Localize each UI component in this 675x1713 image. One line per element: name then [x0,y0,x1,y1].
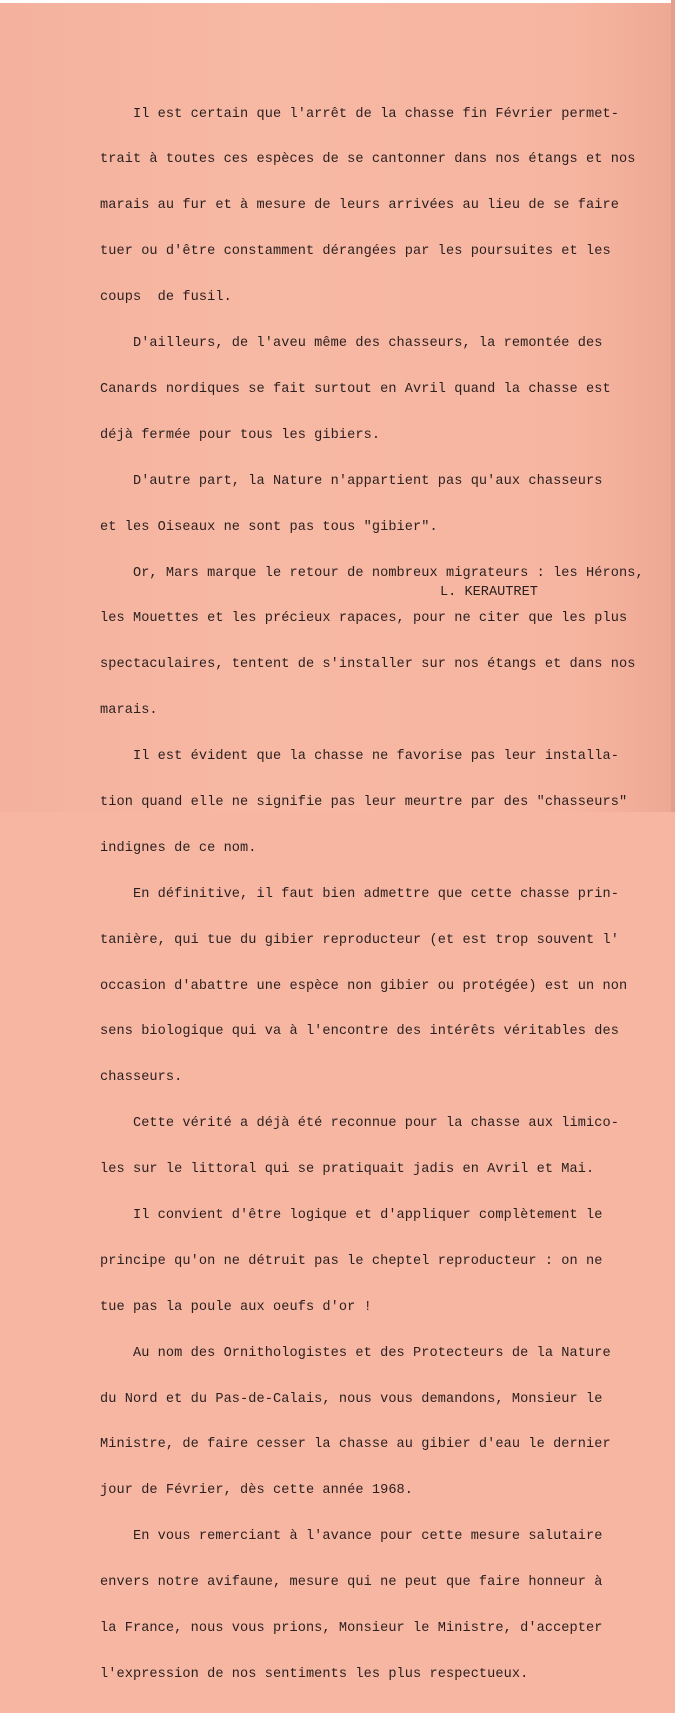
letter-line: l'expression de nos sentiments les plus respectueux. [100,1666,529,1682]
letter-line: En vous remerciant à l'avance pour cette mesure salutaire [100,1529,603,1545]
letter-line: occasion d'abattre une espèce non gibier ou protégée) est un non [100,978,628,994]
letter-line: coups de fusil. [100,290,232,306]
letter-line: déjà fermée pour tous les gibiers. [100,427,381,443]
letter-line: la France, nous vous prions, Monsieur le Ministre, d'accepter [100,1620,603,1636]
letter-line: Cette vérité a déjà été reconnue pour la chasse aux limico- [100,1116,619,1132]
letter-line: tue pas la poule aux oeufs d'or ! [100,1299,372,1315]
letter-line: Or, Mars marque le retour de nombreux migrateurs : les Hérons, [100,565,644,581]
letter-line: Il est évident que la chasse ne favorise pas leur installa- [100,749,619,765]
letter-line: les Mouettes et les précieux rapaces, pour ne citer que les plus [100,611,628,627]
page-top-edge [0,0,675,3]
letter-line: D'autre part, la Nature n'appartient pas qu'aux chasseurs [100,473,603,489]
letter-line: marais au fur et à mesure de leurs arrivées au lieu de se faire [100,198,619,214]
letter-line: En définitive, il faut bien admettre que cette chasse prin- [100,886,619,902]
letter-line: tanière, qui tue du gibier reproducteur (et est trop souvent l' [100,932,619,948]
letter-line: Canards nordiques se fait surtout en Avril quand la chasse est [100,381,611,397]
letter-line: Il est certain que l'arrêt de la chasse fin Février permet- [100,106,619,122]
letter-line: Il convient d'être logique et d'appliquer complètement le [100,1207,603,1223]
letter-line: tuer ou d'être constamment dérangées par les poursuites et les [100,244,611,260]
letter-line: marais. [100,703,158,719]
letter-line: chasseurs. [100,1070,183,1086]
letter-line: principe qu'on ne détruit pas le cheptel reproducteur : on ne [100,1253,603,1269]
letter-body [100,76,650,1713]
letter-line: spectaculaires, tentent de s'installer sur nos étangs et dans nos [100,657,636,673]
letter-line: envers notre avifaune, mesure qui ne peut que faire honneur à [100,1575,603,1591]
letter-line: indignes de ce nom. [100,840,257,856]
letter-line: sens biologique qui va à l'encontre des intérêts véritables des [100,1024,619,1040]
letter-line: tion quand elle ne signifie pas leur meurtre par des "chasseurs" [100,794,628,810]
letter-line: D'ailleurs, de l'aveu même des chasseurs, la remontée des [100,336,603,352]
letter-line: et les Oiseaux ne sont pas tous "gibier". [100,519,438,535]
letter-line: jour de Février, dès cette année 1968. [100,1483,414,1499]
letter-line: du Nord et du Pas-de-Calais, nous vous demandons, Monsieur le [100,1391,603,1407]
letter-line: trait à toutes ces espèces de se cantonner dans nos étangs et nos [100,152,636,168]
letter-line: les sur le littoral qui se pratiquait jadis en Avril et Mai. [100,1162,595,1178]
signature: L. KERAUTRET [440,585,538,600]
letter-line: Ministre, de faire cesser la chasse au gibier d'eau le dernier [100,1437,611,1453]
page-right-edge [671,0,675,812]
letter-line: Au nom des Ornithologistes et des Protecteurs de la Nature [100,1345,611,1361]
